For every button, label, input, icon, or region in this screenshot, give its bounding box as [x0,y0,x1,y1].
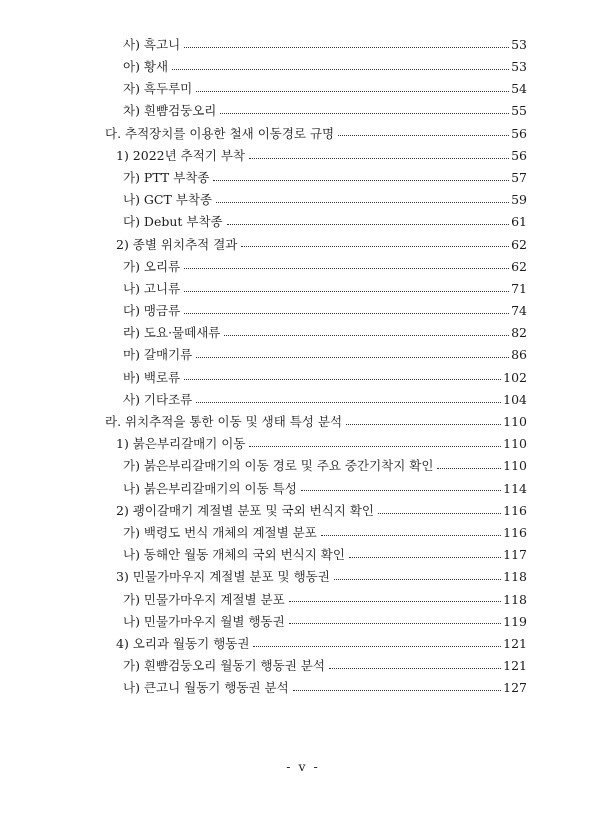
dot-leader [184,47,509,48]
toc-entry [0,167,527,189]
dot-leader [249,446,501,447]
toc-entry-page: 110 [503,414,527,430]
toc-entry [0,212,527,234]
dot-leader [289,623,501,624]
toc-entry-label: 라. 위치추적을 통한 이동 및 생태 특성 분석 [105,414,343,430]
dot-leader [329,668,501,669]
toc-entry [0,367,527,389]
toc-entry [0,544,527,566]
toc-entry [0,522,527,544]
toc-entry [0,322,527,344]
toc-entry-label: 가) 민물가마우지 계절별 분포 [123,591,285,607]
toc-entry [0,345,527,367]
dot-leader [216,202,509,203]
toc-entry-page: 117 [503,547,527,563]
toc-entry [0,189,527,211]
toc-entry-page: 57 [511,169,527,185]
toc-entry [0,589,527,611]
toc-entry-label: 다. 추적장치를 이용한 철새 이동경로 규명 [105,125,335,141]
dot-leader [241,246,509,247]
toc-entry [0,234,527,256]
toc-entry-label: 4) 오리과 월동기 행동권 [116,635,250,651]
toc-entry-label: 1) 붉은부리갈매기 이동 [116,436,246,452]
toc-entry [0,611,527,633]
toc-entry [0,500,527,522]
dot-leader [249,158,509,159]
toc-entry [0,278,527,300]
toc-entry-label: 나) 동해안 월동 개체의 국외 번식지 확인 [123,547,345,563]
dot-leader [321,535,501,536]
toc-entry [0,78,527,100]
toc-entry [0,456,527,478]
toc-entry-page: 121 [503,658,527,674]
toc-entry-page: 54 [511,81,527,97]
page-number: - v - [286,759,320,774]
toc-entry-label: 나) 민물가마우지 월별 행동권 [123,613,285,629]
dot-leader [253,646,501,647]
toc-entry-page: 71 [511,280,527,296]
dot-leader [349,557,501,558]
toc-entry-label: 1) 2022년 추적기 부착 [116,147,246,163]
toc-entry-page: 74 [511,303,527,319]
toc-entry-label: 가) PTT 부착종 [123,169,210,185]
toc-entry-page: 55 [511,103,527,119]
toc-entry [0,34,527,56]
toc-entry [0,145,527,167]
dot-leader [184,291,509,292]
toc-entry [0,411,527,433]
dot-leader [196,91,509,92]
toc-entry [0,300,527,322]
toc-entry-page: 61 [511,214,527,230]
toc-entry-page: 118 [503,569,527,585]
toc-entry-page: 104 [503,391,527,407]
toc-entry-label: 아) 황새 [123,59,169,75]
toc-entry-label: 가) 오리류 [123,258,181,274]
dot-leader [196,402,501,403]
dot-leader [184,379,501,380]
toc-entry-label: 나) 큰고니 월동기 행동권 분석 [123,680,289,696]
toc-entry-page: 114 [503,480,527,496]
dot-leader [437,468,501,469]
toc-entry [0,389,527,411]
dot-leader [172,69,509,70]
toc-entry [0,101,527,123]
toc-entry [0,677,527,699]
toc-entry-page: 56 [511,125,527,141]
toc-entry-label: 나) GCT 부착종 [123,192,213,208]
toc-entry [0,633,527,655]
toc-entry-label: 나) 붉은부리갈매기의 이동 특성 [123,480,297,496]
toc-entry-page: 56 [511,147,527,163]
toc-entry-page: 118 [503,591,527,607]
table-of-contents [0,34,606,700]
toc-entry-page: 86 [511,347,527,363]
toc-entry-page: 110 [503,436,527,452]
toc-entry [0,56,527,78]
toc-entry [0,478,527,500]
toc-entry [0,567,527,589]
toc-entry [0,256,527,278]
toc-entry-label: 사) 기타조류 [123,391,193,407]
toc-entry [0,433,527,455]
toc-entry-label: 바) 백로류 [123,369,181,385]
toc-entry-label: 차) 흰뺨검둥오리 [123,103,217,119]
toc-entry [0,123,527,145]
toc-entry-label: 마) 갈매기류 [123,347,193,363]
toc-entry-label: 라) 도요·물떼새류 [123,325,221,341]
dot-leader [184,313,509,314]
toc-entry-label: 2) 종별 위치추적 결과 [116,236,238,252]
toc-entry-page: 62 [511,236,527,252]
toc-entry-page: 116 [503,502,527,518]
toc-entry-page: 53 [511,59,527,75]
toc-entry-page: 82 [511,325,527,341]
toc-entry-label: 나) 고니류 [123,280,181,296]
dot-leader [220,113,509,114]
toc-entry-page: 119 [503,613,527,629]
toc-entry-label: 다) Debut 부착종 [123,214,223,230]
toc-entry-page: 121 [503,635,527,651]
toc-entry-label: 사) 흑고니 [123,36,181,52]
dot-leader [196,357,509,358]
dot-leader [301,490,501,491]
dot-leader [334,579,501,580]
dot-leader [224,335,509,336]
dot-leader [184,268,509,269]
toc-entry [0,655,527,677]
toc-entry-page: 62 [511,258,527,274]
toc-entry-page: 116 [503,524,527,540]
dot-leader [346,424,501,425]
toc-entry-label: 다) 맹금류 [123,303,181,319]
dot-leader [213,180,509,181]
dot-leader [338,135,509,136]
toc-entry-label: 가) 백령도 번식 개체의 계절별 분포 [123,524,317,540]
toc-entry-label: 가) 흰뺨검둥오리 월동기 행동권 분석 [123,658,325,674]
toc-entry-label: 가) 붉은부리갈매기의 이동 경로 및 주요 중간기착지 확인 [123,458,434,474]
dot-leader [289,601,501,602]
toc-entry-label: 자) 흑두루미 [123,81,193,97]
toc-entry-page: 127 [503,680,527,696]
toc-entry-label: 2) 괭이갈매기 계절별 분포 및 국외 번식지 확인 [116,502,374,518]
toc-entry-label: 3) 민물가마우지 계절별 분포 및 행동권 [116,569,330,585]
dot-leader [227,224,509,225]
toc-entry-page: 102 [503,369,527,385]
toc-entry-page: 59 [511,192,527,208]
toc-entry-page: 53 [511,36,527,52]
dot-leader [378,513,501,514]
dot-leader [293,690,501,691]
toc-entry-page: 110 [503,458,527,474]
